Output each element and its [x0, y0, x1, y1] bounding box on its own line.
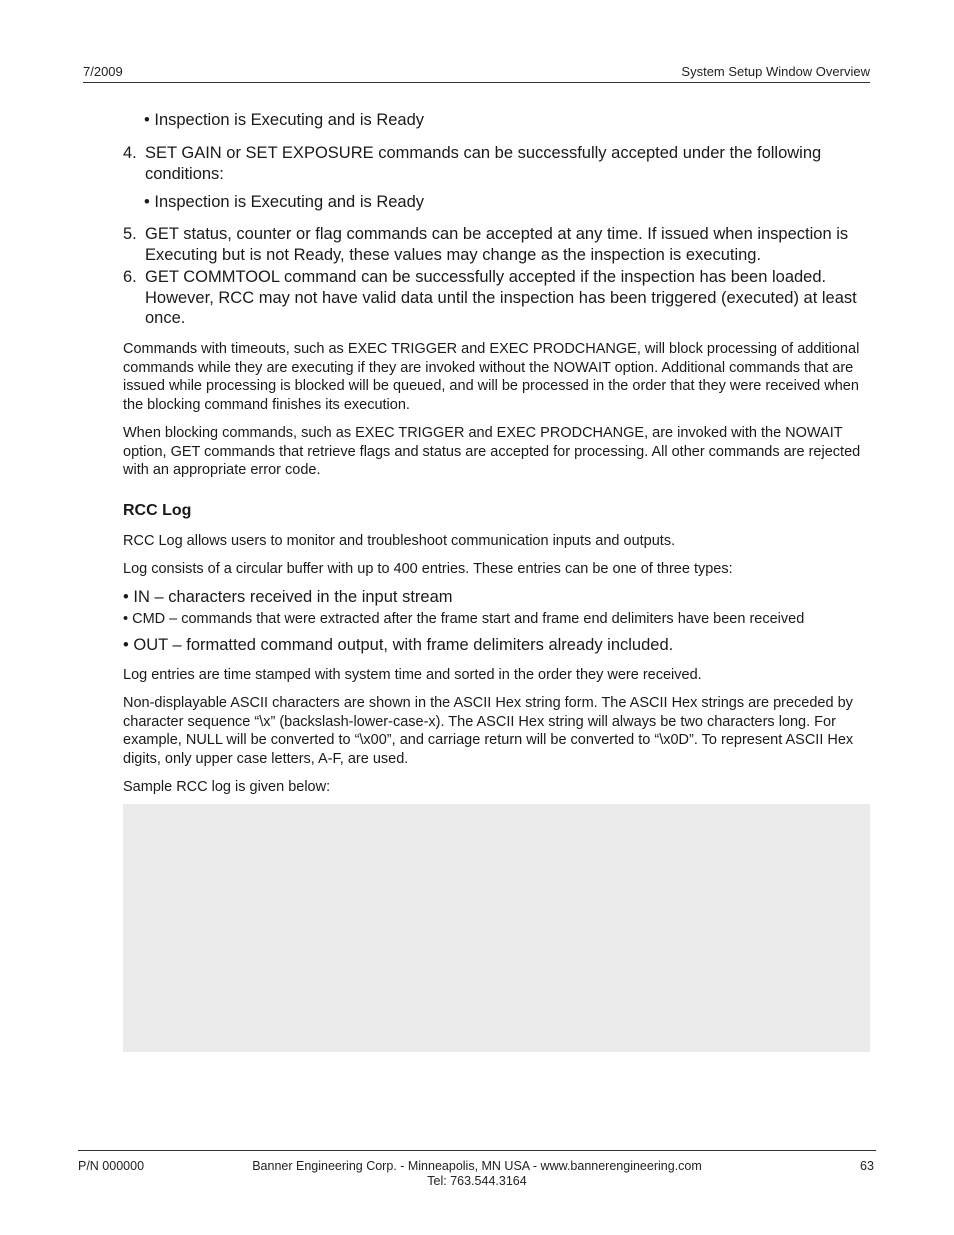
- paragraph-sample-intro: Sample RCC log is given below:: [123, 779, 331, 795]
- list-item-type-in: • IN – characters received in the input stream: [123, 588, 453, 606]
- section-heading-rcc-log: RCC Log: [123, 502, 192, 519]
- footer-page-number: 63: [860, 1159, 874, 1173]
- bullet-inspection-ready-2: • Inspection is Executing and is Ready: [144, 193, 425, 211]
- list-item-6-text: GET COMMTOOL command can be successfully accepted if the inspection has been loaded. However, RCC may not have valid data until the inspection has been triggered (executed) at least once.: [145, 268, 857, 327]
- paragraph-timestamp: Log entries are time stamped with system time and sorted in the order they were received.: [123, 667, 702, 683]
- paragraph-blocking-commands: Commands with timeouts, such as EXEC TRIGGER and EXEC PRODCHANGE, will block processing of additional commands while they are executing if they are invoked without the NOWAIT option. Additional commands that are issued while processing is blocked will be queued, and will be processed in the order that they were received when the blocking command finishes its execution.: [123, 341, 860, 414]
- footer-part-number: P/N 000000: [78, 1159, 145, 1173]
- list-item-5-number: 5.: [123, 225, 137, 243]
- header-divider: [83, 82, 870, 83]
- header-section-title: System Setup Window Overview: [681, 64, 870, 79]
- footer-company: Banner Engineering Corp. - Minneapolis, MN USA - www.bannerengineering.com: [252, 1159, 702, 1173]
- paragraph-ascii-hex: Non-displayable ASCII characters are shown in the ASCII Hex string form. The ASCII Hex strings are preceded by character sequence “\x” (backslash-lower-case-x). The ASCII Hex string will always be two characters long. For example, NULL will be converted to “\x00”, and carriage return will be converted to “\x0D”. To represent ASCII Hex digits, only upper case letters, A-F, are used.: [123, 695, 854, 768]
- list-item-type-out: • OUT – formatted command output, with frame delimiters already included.: [123, 636, 674, 654]
- footer-telephone: Tel: 763.544.3164: [427, 1174, 527, 1188]
- paragraph-buffer: Log consists of a circular buffer with up to 400 entries. These entries can be one of three types:: [123, 561, 733, 577]
- bullet-inspection-ready-1: • Inspection is Executing and is Ready: [144, 111, 425, 129]
- footer-divider: [78, 1150, 876, 1151]
- list-item-4-text: SET GAIN or SET EXPOSURE commands can be successfully accepted under the following conditions:: [145, 144, 822, 183]
- list-item-type-cmd: • CMD – commands that were extracted after the frame start and frame end delimiters have been received: [123, 611, 805, 627]
- list-item-4-number: 4.: [123, 144, 137, 162]
- paragraph-rcc-intro: RCC Log allows users to monitor and troubleshoot communication inputs and outputs.: [123, 533, 676, 549]
- header-date: 7/2009: [83, 64, 123, 79]
- paragraph-nowait-option: When blocking commands, such as EXEC TRIGGER and EXEC PRODCHANGE, are invoked with the NOWAIT option, GET commands that retrieve flags and status are accepted for processing. All other commands are rejected with an appropriate error code.: [123, 425, 861, 479]
- sample-log-box: [123, 804, 870, 1052]
- list-item-5-text: GET status, counter or flag commands can be accepted at any time. If issued when inspection is Executing but is not Ready, these values may change as the inspection is executing.: [145, 225, 849, 264]
- list-item-6-number: 6.: [123, 268, 137, 286]
- footer-company-info: [0, 1159, 954, 1189]
